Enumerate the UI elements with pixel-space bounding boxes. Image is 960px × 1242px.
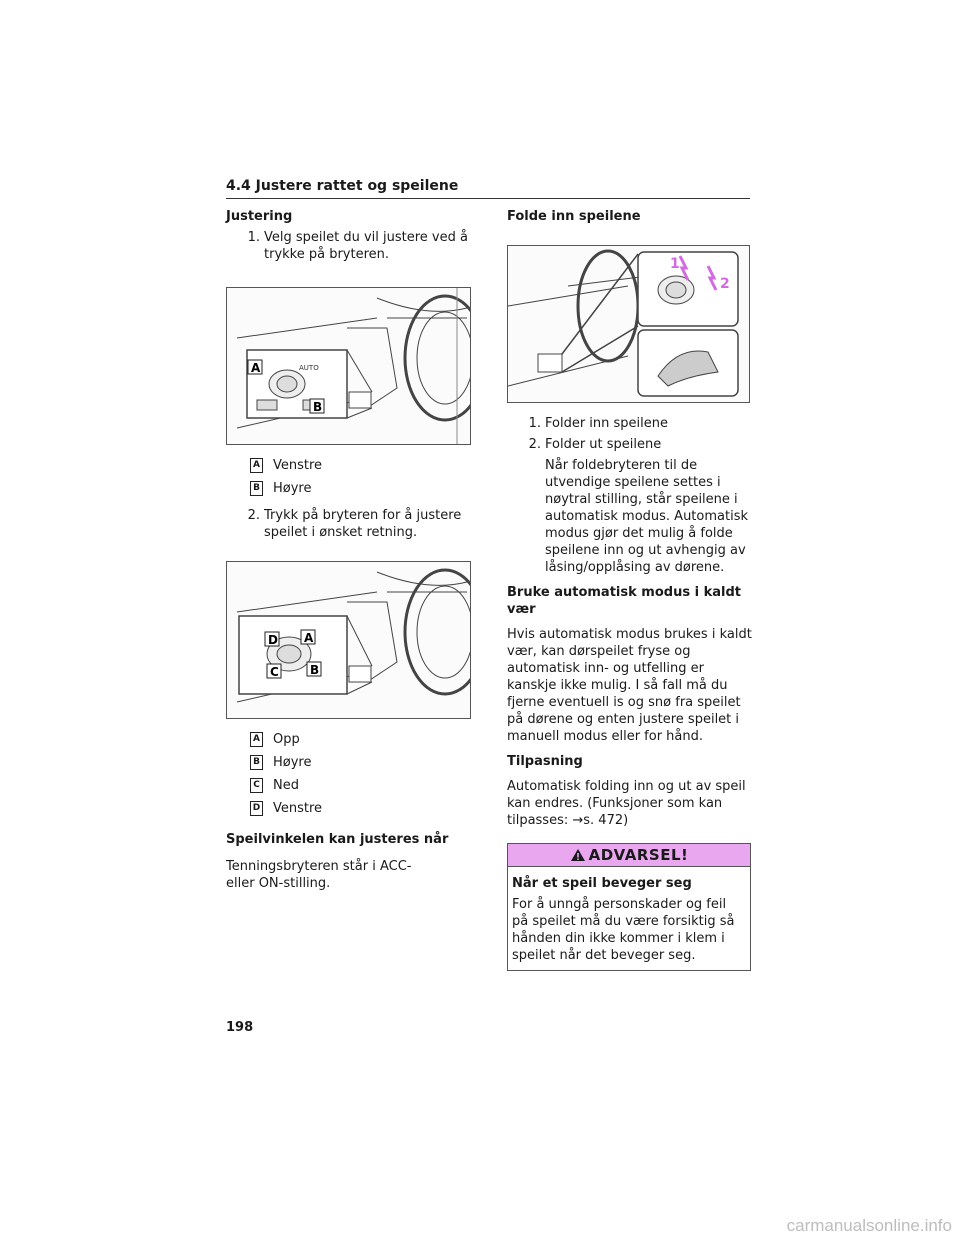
callout-b: B: [313, 400, 323, 414]
step-1: [240, 229, 472, 263]
warning-text: For å unngå personskader og feil på speilet må du være forsiktig så hånden din ikke kommer i klem i speilet når det beveger seg.: [512, 897, 735, 963]
switch-auto-text: AUTO: [299, 364, 319, 372]
heading-justering: Justering: [226, 209, 293, 224]
warning-body: [508, 867, 750, 970]
callout-b: B: [310, 663, 320, 677]
legend-key: B: [250, 755, 263, 770]
callout-2: 2: [720, 276, 730, 292]
step-text: Velg speilet du vil justere ved å trykke på bryteren.: [264, 230, 468, 262]
step-number: 2.: [247, 508, 260, 523]
dashboard-illustration: [227, 288, 470, 444]
legend-item: [250, 777, 472, 794]
tilpasning-text: Automatisk folding inn og ut av speil kan endres. (Funksjoner som kan tilpasses: →s. 472): [507, 779, 746, 828]
fold-item-2: [521, 436, 753, 453]
heading-kaldt: Bruke automatisk modus i kaldt vær: [507, 585, 741, 617]
speilvinkel-text: Tenningsbryteren står i ACC- eller ON-stilling.: [226, 859, 412, 891]
legend-text: Venstre: [273, 458, 323, 473]
heading-folde: Folde inn speilene: [507, 209, 641, 224]
heading-tilpasning: Tilpasning: [507, 754, 583, 769]
watermark: carmanualsonline.info: [786, 1216, 952, 1235]
legend-text: Høyre: [273, 755, 312, 770]
figure-mirror-switch-select: [226, 287, 471, 445]
legend-text: Høyre: [273, 481, 312, 496]
legend-item: [250, 754, 472, 771]
figure-mirror-direction: [226, 561, 471, 719]
callout-a: A: [304, 631, 314, 645]
callout-c: C: [270, 665, 279, 679]
step-number: 1.: [528, 416, 541, 431]
step-number: 2.: [528, 437, 541, 452]
page-number: 198: [226, 1020, 254, 1035]
kaldt-text: Hvis automatisk modus brukes i kaldt vær, kan dørspeilet fryse og automatisk inn- og utfelling er kanskje ikke mulig. I så fall må du fjerne eventuell is og snø fra speilet på dørene og enten justere speilet i manuell modus eller for hånd.: [507, 627, 752, 744]
step-text: Trykk på bryteren for å justere speilet i ønsket retning.: [264, 508, 462, 540]
legend-key: B: [250, 481, 263, 496]
legend-key: D: [250, 801, 263, 816]
legend-key: C: [250, 778, 263, 793]
fold-item-2-note: Når foldebryteren til de utvendige speilene settes i nøytral stilling, står speilene i automatisk modus. Automatisk modus gjør det mulig å folde speilene inn og ut avhengig av låsing/opplåsing av dørene.: [545, 458, 748, 575]
legend-text: Venstre: [273, 801, 323, 816]
callout-a: A: [251, 361, 261, 375]
fold-illustration: [508, 246, 749, 402]
warning-box: [507, 843, 751, 971]
legend-item: [250, 480, 472, 497]
step-text: Folder ut speilene: [545, 437, 662, 452]
legend-item: [250, 731, 472, 748]
legend-item: [250, 800, 472, 817]
warning-triangle-icon: [570, 848, 586, 862]
figure-mirror-fold: [507, 245, 750, 403]
dashboard-illustration: [227, 562, 470, 718]
step-number: 1.: [247, 230, 260, 245]
left-column: [226, 208, 472, 900]
legend-key: A: [250, 732, 263, 747]
right-column: [507, 208, 753, 971]
warning-title: ADVARSEL!: [588, 845, 689, 864]
callout-1: 1: [670, 256, 680, 272]
heading-speilvinkel: Speilvinkelen kan justeres når: [226, 832, 449, 847]
callout-d: D: [268, 633, 278, 647]
step-text: Folder inn speilene: [545, 416, 669, 431]
section-title: 4.4 Justere rattet og speilene: [226, 178, 750, 199]
fold-item-1: [521, 415, 753, 432]
legend-key: A: [250, 458, 263, 473]
step-2: [240, 507, 472, 541]
legend-item: [250, 457, 472, 474]
warning-heading: Når et speil beveger seg: [512, 876, 692, 891]
legend-text: Ned: [273, 778, 299, 793]
warning-header: [508, 844, 750, 867]
legend-text: Opp: [273, 732, 300, 747]
